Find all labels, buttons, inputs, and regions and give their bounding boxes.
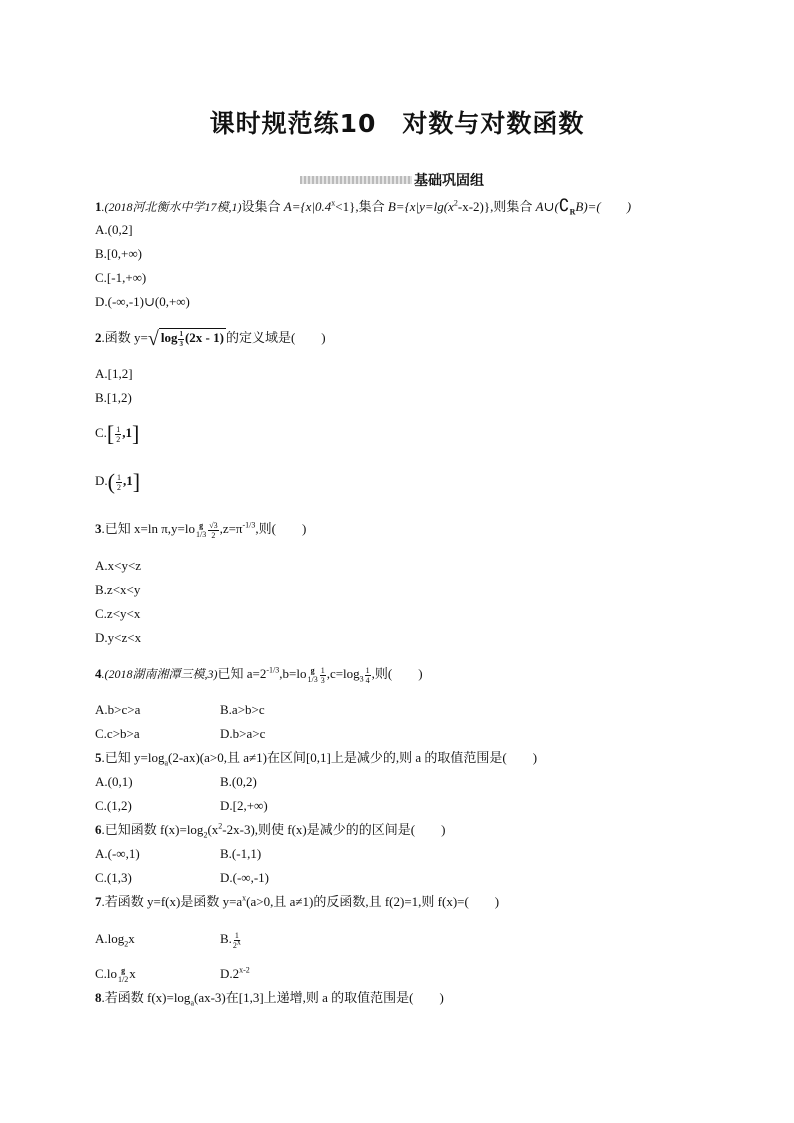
q2-c-label: C. — [95, 425, 107, 440]
q4-exp: -1/3 — [266, 665, 280, 675]
q2-radicand — [159, 328, 226, 349]
q4-number: 4 — [95, 666, 102, 681]
q7-exp: x — [242, 893, 247, 903]
q7-a-x: x — [128, 931, 135, 946]
q4-c-base: 3 — [359, 674, 364, 684]
q7-c-d: 2 — [124, 975, 129, 985]
q2-c-half-d: 2 — [116, 434, 121, 444]
q7-option-c — [95, 965, 136, 984]
q4-source: .(2018湖南湘潭三模,3) — [101, 667, 218, 681]
q4-b-frac — [320, 666, 326, 685]
q7-option-a — [95, 930, 135, 948]
q3-number: 3 — [95, 521, 102, 536]
q7-option-b — [220, 930, 242, 950]
q4-exp-sign: - — [266, 665, 270, 675]
q7-option-d — [220, 965, 250, 983]
q3-g: g — [199, 521, 204, 531]
q2-c-half-n: 1 — [116, 424, 121, 434]
q3-text-3: ,则( ) — [255, 521, 307, 536]
q7-c-base-frac: 1/2 — [118, 975, 129, 985]
q6-stem — [95, 821, 445, 839]
q1-option-b: B.[0,+∞) — [95, 246, 142, 261]
q7-b-n: 1 — [234, 930, 239, 940]
q6-text-3: -2x-3),则使 f(x)是减少的的区间是( ) — [222, 822, 446, 837]
q3-text: .已知 x=ln π,y=lo — [101, 521, 195, 536]
q7-c-text: C.lo — [95, 966, 118, 981]
q5-text: .已知 y=log — [101, 750, 165, 765]
q4-c-frac-d: 4 — [365, 675, 370, 685]
q6-option-a: A.(-∞,1) — [95, 846, 140, 861]
q1-set-b: B={x|y=lg(x — [387, 199, 454, 214]
q4-base-n: 1 — [307, 675, 312, 685]
q2-text-2: 的定义域是( ) — [225, 330, 326, 345]
q7-b-label: B. — [220, 931, 232, 946]
q4-option-d: D.b>a>c — [220, 726, 266, 741]
q6-base: 2 — [203, 830, 208, 840]
complement-symbol: ∁ — [558, 196, 570, 215]
q5-option-c: C.(1,2) — [95, 798, 132, 813]
q4-exp-n: 1 — [269, 665, 274, 675]
section-divider — [300, 176, 412, 184]
q2-option-d — [95, 469, 141, 494]
page-title: 课时规范练10 对数与对数函数 — [209, 109, 585, 138]
q1-union: A∪( — [535, 199, 559, 214]
q5-number: 5 — [95, 750, 102, 765]
q1-source: .(2018河北衡水中学17模,1) — [101, 200, 242, 214]
q1-text: 设集合 — [241, 199, 284, 214]
q5-base: a — [164, 758, 169, 768]
q2-option-a: A.[1,2] — [95, 366, 133, 381]
q4-b-frac-d: 3 — [320, 675, 325, 685]
q7-text-2: (a>0,且 a≠1)的反函数,且 f(2)=1,则 f(x)=( ) — [246, 894, 500, 909]
q2-d-label: D. — [95, 473, 108, 488]
q1-text-3: -x-2)},则集合 — [457, 199, 536, 214]
q7-c-n: 1 — [118, 975, 123, 985]
q2-log: log — [160, 330, 178, 345]
q7-b-frac — [233, 931, 241, 950]
q2-log-base — [178, 330, 184, 349]
q7-d-exp: x-2 — [239, 965, 250, 975]
q7-c-g: g — [121, 966, 126, 976]
q1-text-2: <1},集合 — [335, 199, 388, 214]
q3-sqrt-d: 2 — [211, 530, 216, 540]
q3-option-a: A.x<y<z — [95, 558, 142, 573]
right-bracket-icon: ] — [132, 469, 141, 494]
q4-text-2: ,b=lo — [279, 666, 307, 681]
q1-set-a: A={x|0.4 — [283, 199, 332, 214]
q3-base-n: 1 — [195, 530, 200, 540]
q2-stem — [95, 328, 326, 349]
q1-option-a: A.(0,2] — [95, 222, 133, 237]
q8-text: .若函数 f(x)=log — [101, 990, 191, 1005]
q2-d-half — [116, 473, 122, 492]
q7-b-d-base: 2 — [232, 940, 237, 950]
q8-stem — [95, 989, 444, 1007]
q4-g: g — [310, 666, 315, 676]
q7-d-text: D.2 — [220, 966, 240, 981]
q7-a-base: 2 — [124, 939, 129, 949]
q3-option-c: C.z<y<x — [95, 606, 141, 621]
sqrt-icon: √ — [147, 328, 159, 350]
q7-number: 7 — [95, 894, 102, 909]
q2-base-d: 3 — [179, 339, 183, 348]
q2-base-n: 1 — [179, 329, 183, 338]
left-bracket-icon: [ — [106, 421, 115, 446]
q1-r: R — [569, 207, 576, 217]
q6-option-b: B.(-1,1) — [220, 846, 262, 861]
q3-base-d: 3 — [202, 530, 207, 540]
q3-option-d: D.y<z<x — [95, 630, 142, 645]
q7-b-d — [232, 936, 241, 950]
q1-sq: 2 — [453, 198, 458, 208]
q3-exp: -1/3 — [242, 520, 256, 530]
q6-option-c: C.(1,3) — [95, 870, 132, 885]
q2-d-half-d: 2 — [116, 482, 121, 492]
q5-text-2: (2-ax)(a>0,且 a≠1)在区间[0,1]上是减少的,则 a 的取值范围是( ) — [168, 750, 538, 765]
q1-stem — [95, 197, 631, 216]
q4-option-b: B.a>b>c — [220, 702, 265, 717]
q3-base: 1/3 — [195, 530, 207, 540]
q1-exp: x — [331, 198, 336, 208]
q6-number: 6 — [95, 822, 102, 837]
right-bracket-icon: ] — [132, 421, 140, 446]
q7-text: .若函数 y=f(x)是函数 y=a — [101, 894, 243, 909]
q3-exp-sign: - — [242, 520, 246, 530]
q3-sqrt-n: √3 — [209, 520, 218, 530]
q6-sq: 2 — [218, 821, 223, 831]
q4-base-d: 3 — [313, 675, 318, 685]
q4-option-c: C.c>b>a — [95, 726, 140, 741]
q7-c-x: x — [129, 966, 136, 981]
q2-arg: (2x - 1) — [184, 330, 224, 345]
q2-d-one: ,1 — [122, 473, 133, 488]
q7-stem — [95, 893, 499, 911]
q6-text: .已知函数 f(x)=log — [101, 822, 204, 837]
q2-c-half — [115, 425, 121, 444]
q8-base: a — [190, 998, 194, 1008]
section-header — [300, 170, 484, 190]
q4-text-4: ,则( ) — [371, 666, 423, 681]
q4-base: 1/3 — [307, 675, 318, 685]
q2-c-one: ,1 — [122, 425, 132, 440]
q3-exp-n: 1 — [245, 520, 250, 530]
q1-number: 1 — [95, 199, 102, 214]
q5-option-d: D.[2,+∞) — [220, 798, 268, 813]
section-label: 基础巩固组 — [414, 173, 484, 189]
q6-text-2: (x — [207, 822, 219, 837]
q2-d-half-n: 1 — [116, 472, 121, 482]
q4-b-frac-n: 1 — [320, 665, 325, 675]
q7-a-text: A.log — [95, 931, 125, 946]
q2-number: 2 — [95, 330, 102, 345]
q2-text: .函数 y= — [101, 330, 148, 345]
q6-option-d: D.(-∞,-1) — [220, 870, 269, 885]
q1-option-c: C.[-1,+∞) — [95, 270, 147, 285]
q3-stem — [95, 520, 306, 540]
q3-exp-d: 3 — [251, 520, 256, 530]
q4-exp-d: 3 — [275, 665, 280, 675]
q4-c-frac — [365, 666, 371, 685]
q8-number: 8 — [95, 990, 102, 1005]
q4-c-frac-n: 1 — [365, 665, 370, 675]
q3-sqrt-frac — [208, 521, 218, 540]
q1-text-4: B)=( ) — [575, 199, 632, 214]
q4-text: 已知 a=2 — [217, 666, 267, 681]
q4-text-3: ,c=log — [326, 666, 360, 681]
q4-log-base — [307, 666, 317, 684]
q7-c-base — [118, 966, 128, 984]
q8-text-2: (ax-3)在[1,3]上递增,则 a 的取值范围是( ) — [194, 990, 444, 1005]
q2-option-b: B.[1,2) — [95, 390, 132, 405]
q2-option-c — [95, 421, 140, 446]
q3-text-2: ,z=π — [219, 521, 243, 536]
q5-option-a: A.(0,1) — [95, 774, 133, 789]
q4-option-a: A.b>c>a — [95, 702, 141, 717]
left-paren-icon: ( — [107, 469, 115, 494]
q5-stem — [95, 749, 537, 767]
q1-option-d: D.(-∞,-1)∪(0,+∞) — [95, 294, 190, 309]
q4-stem — [95, 665, 423, 685]
q5-option-b: B.(0,2) — [220, 774, 257, 789]
q7-b-d-exp: x — [236, 936, 241, 946]
q3-log-base — [196, 521, 206, 539]
q3-option-b: B.z<x<y — [95, 582, 141, 597]
